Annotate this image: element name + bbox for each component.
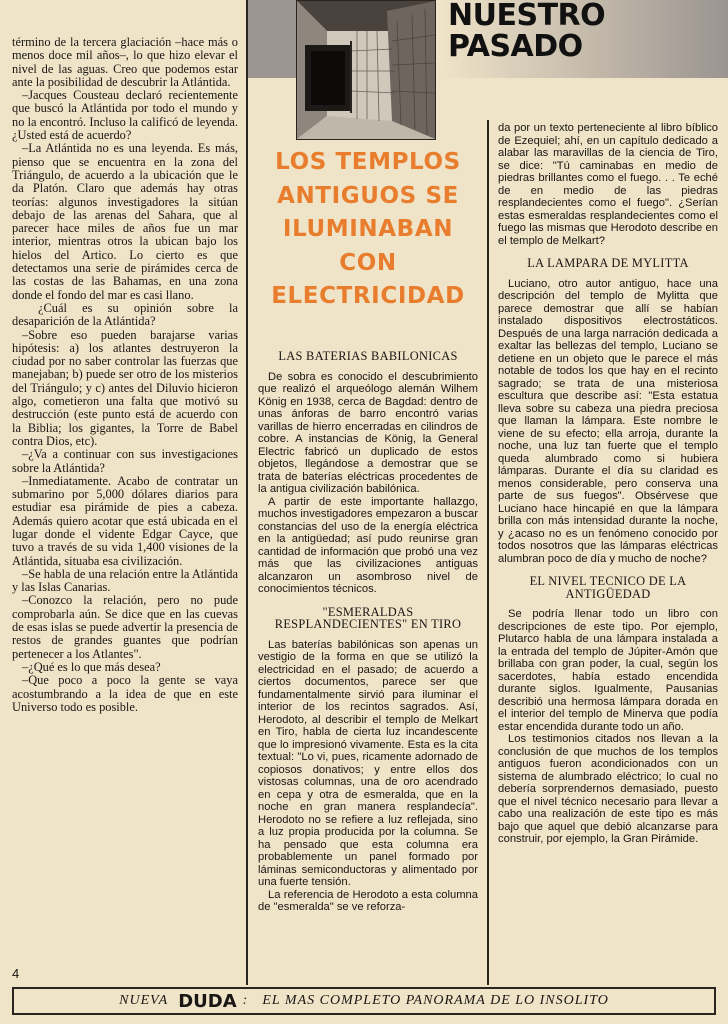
footer-banner xyxy=(12,987,716,1015)
right-paragraph: Luciano, otro autor antiguo, hace una descripción del templo de Mylitta que parece demostrar que allí se habían instalado dispositivos electrostáticos. Después de una larga narración dedicada a exaltar las bellezas del templo, Luciano se detiene en un objeto que le parece el más notable de todos los que hay en el recinto sagrado; se trata de una misteriosa escultura que describe así: "Esta estatua lleva sobre su cabeza una piedra preciosa que llaman la lámpara. Este nombre le viene de su efecto; ella arroja, durante la noche, una luz tan fuerte que el templo queda alumbrado como si hubiera lámparas. Durante el día su claridad es menos considerable, pero conserva una parte de sus fuegos". Obsérvese que Luciano hace hincapié en que la lámpara brilla con más intensidad durante la noche, y ¿acaso no es un fenómeno conocido por todos nosotros que las lámparas eléctricas alumbran poco de día y mucho de noche? xyxy=(498,277,718,565)
subhead-nivel-tecnico: EL NIVEL TECNICO DE LA ANTIGÜEDAD xyxy=(529,574,687,601)
middle-paragraph: De sobra es conocido el descubrimiento que realizó el arqueólogo alemán Wilhem König en 1938, cerca de Bagdad: dentro de unas ánforas de barro encontró varias varillas de hierro encerradas en cilindros de cobre. A instancias de König, la General Electric fabricó un duplicado de estos objetos, llegándose a demostrar que se trata de baterías eléctricas procedentes de la antigua civilización babilónica. xyxy=(258,370,478,495)
footer-prefix: NUEVA xyxy=(119,993,169,1008)
right-column xyxy=(498,122,718,846)
left-paragraph: –¿Qué es lo que más desea? xyxy=(22,659,161,674)
middle-paragraph: A partir de este importante hallazgo, muchos investigadores empezaron a buscar constancias del uso de la energía eléctrica en la antigüedad; así pudo reunirse gran cantidad de información que probó una vez más que las civilizaciones antiguas alcanzaron un asombroso nivel de conocimientos técnicos. xyxy=(258,495,478,595)
headline-line-4: CON xyxy=(339,249,397,276)
right-paragraph: Se podría llenar todo un libro con descripciones de este tipo. Por ejemplo, Plutarco habla de una lámpara instalada a la entrada del templo de Júpiter-Amón que brillaba con gran poder, la cual, según los sacerdotes, había estado encendida durante siglos. Igualmente, Pausanias describió una hermosa lámpara dorada en el interior del templo de Minerva que podía estar encendida durante todo un año. xyxy=(498,608,718,733)
temple-corridor-illustration xyxy=(297,1,435,139)
section-title-line-1: NUESTRO xyxy=(448,0,606,33)
column-rule-right xyxy=(487,120,489,985)
left-paragraph: ¿Cuál es su opinión sobre la desaparición de la Atlántida? xyxy=(12,300,238,329)
subhead-mylitta: LA LAMPARA DE MYLITTA xyxy=(527,256,689,270)
headline-line-3: ILUMINABAN xyxy=(282,216,454,243)
subhead-babilonicas: LAS BATERIAS BABILONICAS xyxy=(278,349,458,363)
subhead-esmeraldas: "ESMERALDAS RESPLANDECIENTES" EN TIRO xyxy=(274,604,462,631)
left-paragraph: término de la tercera glaciación –hace más o menos doce mil años–, lo que hizo elevar el nivel de las aguas. Creo que podemos estar ante la posibilidad de descubrir la Atlántida. xyxy=(12,35,238,89)
left-paragraph: –Conozco la relación, pero no pude comprobarla aún. Se dice que en las cuevas de esas islas se puede advertir la presencia de restos de grandes guantes que podrían pertenecer a los Atlantes". xyxy=(12,593,238,661)
middle-column xyxy=(258,350,478,914)
left-paragraph: –¿Va a continuar con sus investigaciones sobre la Atlántida? xyxy=(12,447,238,475)
article-headline xyxy=(252,146,484,314)
left-column xyxy=(12,36,238,714)
headline-line-1: LOS TEMPLOS xyxy=(275,149,461,175)
middle-paragraph: La referencia de Herodoto a esta columna de "esmeralda" se ve reforza- xyxy=(258,888,478,913)
section-title-line-2: PASADO xyxy=(448,29,583,64)
section-title xyxy=(448,0,648,62)
left-paragraph: –La Atlántida no es una leyenda. Es más, pienso que se encuentra en la zona del Triángulo, de acuerdo a la ubicación que le da Platón. Claro que además hay otras teorías: algunos investigadores la sitúan debajo de las arenas del Sahara, que al parecer hace miles de años fue un mar interior, mientras otros la ubican bajo los hielos del Artico. Lo cierto es que detectamos una serie de pirámides cerca de las costas de las Bahamas, en una zona donde el fondo del mar es casi llano. xyxy=(12,141,238,302)
footer-colon: : xyxy=(242,993,249,1008)
right-paragraph: Los testimonios citados nos llevan a la conclusión de que muchos de los templos antiguos fueron acondicionados con un sistema de alumbrado eléctrico; lo cual no debería sorprendernos demasiado, puesto que el nivel técnico necesario para llevar a cabo una realización de este tipo es más bajo que aquel que debió alcanzarse para construir, por ejemplo, la Gran Pirámide. xyxy=(498,733,718,845)
left-paragraph: –Jacques Cousteau declaró recientemente que buscó la Atlántida por todo el mundo y no la encontró. Incluso la calificó de leyenda. ¿Usted está de acuerdo? xyxy=(12,88,238,143)
left-paragraph: –Se habla de una relación entre la Atlántida y las Islas Canarias. xyxy=(12,566,238,595)
temple-corridor-photo xyxy=(296,0,436,140)
left-paragraph: –Que poco a poco la gente se vaya acostumbrando a la idea de que en este Universo todo es posible. xyxy=(12,673,238,714)
headline-line-5: ELECTRICIDAD xyxy=(271,283,465,310)
magazine-logo: DUDA xyxy=(178,990,237,1012)
footer-tagline: EL MAS COMPLETO PANORAMA DE LO INSOLITO xyxy=(262,993,609,1008)
right-paragraph: da por un texto perteneciente al libro bíblico de Ezequiel; ahí, en un capítulo dedicado a alabar las maravillas de la ciencia de Tiro, se dice: "Tú caminabas en medio de piedras brillantes como el fuego. . . Te eché de en medio de las piedras resplandecientes como el fuego". ¿Serían estas esmeraldas resplandecientes como el fuego las mismas que Herodoto describe en el templo de Melkart? xyxy=(498,122,718,247)
left-paragraph: –Sobre eso pueden barajarse varias hipótesis: a) los atlantes destruyeron la ciudad por no saber controlar las fuerzas que manejaban; b) puede ser otro de los misterios del Triángulo; y c) antes del Diluvio hicieron algo, cometieron una falta que motivó su destrucción (este punto está de acuerdo con la Biblia; los gigantes, la Torre de Babel contra Dios, etc). xyxy=(12,327,238,448)
left-paragraph: –Inmediatamente. Acabo de contratar un submarino por 5,000 dólares diarios para estudiar esa pirámide de pies a cabeza. Además quiero acotar que está ubicada en el lugar donde el vidente Edgar Cayce, que tuvo a través de su vida 1,400 visiones de la Atlántida, situaba esa civilización. xyxy=(12,473,238,568)
column-rule-left xyxy=(246,0,248,985)
page-number: 4 xyxy=(12,966,20,981)
headline-line-2: ANTIGUOS SE xyxy=(277,182,459,209)
middle-paragraph: Las baterías babilónicas son apenas un vestigio de la forma en que se utilizó la electricidad en el pasado; de acuerdo a ciertos documentos, parece ser que fundamentalmente sirvió para iluminar el interior de los recintos sagrados. Así, Herodoto, al describir el templo de Melkart en Tiro, habla de cierta luz incandescente que lo impresionó vivamente. Esta es la cita textual: "Lo vi, pues, ricamente adornado de copiosos donativos; y entre ellos dos vistosas columnas, una de oro acendrado en cepa y otra de esmeralda, que en la noche en gran manera resplandecía". Herodoto no se refiere a luz reflejada, sino a luz propia producida por la columna. Se ha pensado que esta columna era probablemente un panel formado por láminas semiconductoras y alimentado por una fuerte tensión. xyxy=(258,638,478,888)
